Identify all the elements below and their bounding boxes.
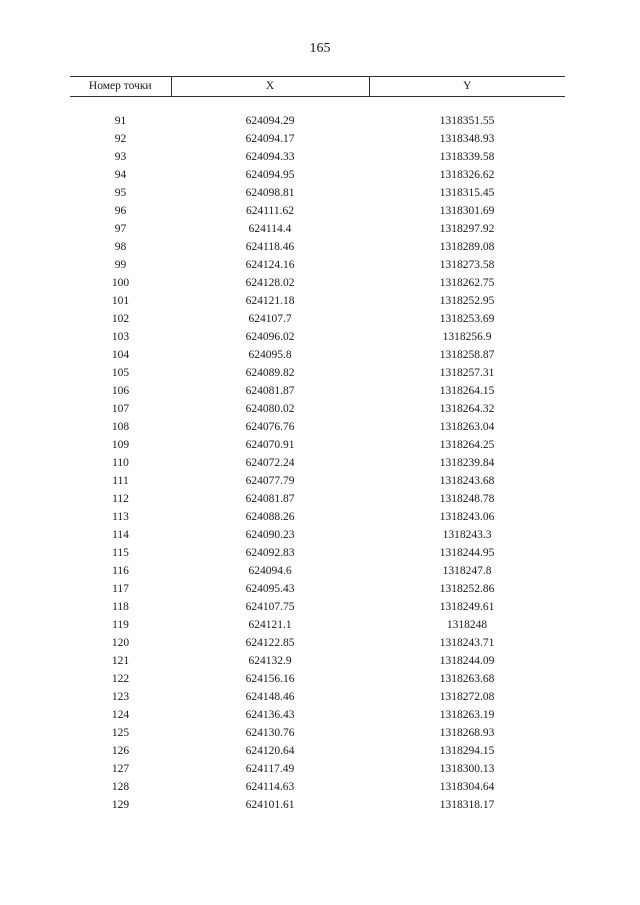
x-coordinate-cell: 624090.23	[245, 529, 295, 541]
table-row	[70, 472, 565, 490]
table-row	[70, 706, 565, 724]
table-row	[70, 580, 565, 598]
y-coordinate-cell: 1318273.58	[439, 259, 495, 271]
x-coordinate-cell: 624114.4	[248, 223, 292, 235]
table-row	[70, 724, 565, 742]
x-coordinate-cell: 624120.64	[245, 745, 295, 757]
table-row	[70, 760, 565, 778]
x-coordinate-cell: 624121.18	[245, 295, 295, 307]
point-number-cell: 125	[111, 727, 130, 739]
point-number-cell: 103	[111, 331, 130, 343]
y-coordinate-cell: 1318247.8	[442, 565, 492, 577]
y-coordinate-cell: 1318243.68	[439, 475, 495, 487]
x-coordinate-cell: 624094.29	[245, 115, 295, 127]
table-row	[70, 544, 565, 562]
point-number-cell: 107	[111, 403, 130, 415]
y-coordinate-cell: 1318268.93	[439, 727, 495, 739]
point-number-cell: 128	[111, 781, 130, 793]
point-number-cell: 124	[111, 709, 130, 721]
y-coordinate-cell: 1318249.61	[439, 601, 495, 613]
x-coordinate-cell: 624081.87	[245, 493, 295, 505]
x-coordinate-cell: 624089.82	[245, 367, 295, 379]
x-coordinate-cell: 624124.16	[245, 259, 295, 271]
y-coordinate-cell: 1318301.69	[439, 205, 495, 217]
x-coordinate-cell: 624121.1	[248, 619, 292, 631]
y-coordinate-cell: 1318262.75	[439, 277, 495, 289]
y-coordinate-cell: 1318348.93	[439, 133, 495, 145]
x-coordinate-cell: 624114.63	[245, 781, 295, 793]
y-coordinate-cell: 1318253.69	[439, 313, 495, 325]
point-number-cell: 94	[114, 169, 127, 181]
table-row	[70, 562, 565, 580]
header-point-number: Номер точки	[70, 77, 171, 97]
point-number-cell: 121	[111, 655, 130, 667]
table-row	[70, 400, 565, 418]
x-coordinate-cell: 624096.02	[245, 331, 295, 343]
x-coordinate-cell: 624092.83	[245, 547, 295, 559]
table-row	[70, 382, 565, 400]
point-number-cell: 95	[114, 187, 127, 199]
header-x: X	[171, 77, 369, 97]
y-coordinate-cell: 1318272.08	[439, 691, 495, 703]
table-row	[70, 796, 565, 814]
point-number-cell: 105	[111, 367, 130, 379]
table-row	[70, 220, 565, 238]
point-number-cell: 99	[114, 259, 127, 271]
x-coordinate-cell: 624148.46	[245, 691, 295, 703]
table-row	[70, 364, 565, 382]
x-coordinate-cell: 624077.79	[245, 475, 295, 487]
y-coordinate-cell: 1318244.09	[439, 655, 495, 667]
point-number-cell: 120	[111, 637, 130, 649]
table-row	[70, 418, 565, 436]
table-row	[70, 112, 565, 130]
point-number-cell: 96	[114, 205, 127, 217]
x-coordinate-cell: 624094.17	[245, 133, 295, 145]
x-coordinate-cell: 624128.02	[245, 277, 295, 289]
y-coordinate-cell: 1318294.15	[439, 745, 495, 757]
point-number-cell: 126	[111, 745, 130, 757]
y-coordinate-cell: 1318264.25	[439, 439, 495, 451]
point-number-cell: 116	[112, 565, 129, 577]
table-row	[70, 310, 565, 328]
table-row	[70, 274, 565, 292]
table-row	[70, 256, 565, 274]
y-coordinate-cell: 1318248.78	[439, 493, 495, 505]
point-number-cell: 91	[114, 115, 127, 127]
point-number-cell: 109	[111, 439, 130, 451]
table-row	[70, 508, 565, 526]
y-coordinate-cell: 1318264.32	[439, 403, 495, 415]
point-number-cell: 92	[114, 133, 127, 145]
point-number-cell: 114	[112, 529, 129, 541]
table-row	[70, 616, 565, 634]
x-coordinate-cell: 624070.91	[245, 439, 295, 451]
y-coordinate-cell: 1318252.86	[439, 583, 495, 595]
y-coordinate-cell: 1318257.31	[439, 367, 495, 379]
point-number-cell: 122	[111, 673, 130, 685]
table-row	[70, 742, 565, 760]
x-coordinate-cell: 624130.76	[245, 727, 295, 739]
y-coordinate-cell: 1318264.15	[439, 385, 495, 397]
x-coordinate-cell: 624111.62	[245, 205, 295, 217]
x-coordinate-cell: 624072.24	[245, 457, 295, 469]
y-coordinate-cell: 1318351.55	[439, 115, 495, 127]
header-y: Y	[369, 77, 565, 97]
table-body	[70, 97, 565, 815]
table-row	[70, 328, 565, 346]
table-row	[70, 454, 565, 472]
point-number-cell: 117	[112, 583, 129, 595]
point-number-cell: 104	[111, 349, 130, 361]
table-row	[70, 778, 565, 796]
y-coordinate-cell: 1318297.92	[439, 223, 495, 235]
y-coordinate-cell: 1318243.06	[439, 511, 495, 523]
coordinates-table	[70, 76, 565, 814]
point-number-cell: 101	[111, 295, 130, 307]
point-number-cell: 93	[114, 151, 127, 163]
header-row	[70, 77, 565, 97]
y-coordinate-cell: 1318252.95	[439, 295, 495, 307]
x-coordinate-cell: 624081.87	[245, 385, 295, 397]
x-coordinate-cell: 624107.7	[248, 313, 292, 325]
x-coordinate-cell: 624088.26	[245, 511, 295, 523]
x-coordinate-cell: 624094.33	[245, 151, 295, 163]
x-coordinate-cell: 624107.75	[245, 601, 295, 613]
y-coordinate-cell: 1318263.19	[439, 709, 495, 721]
x-coordinate-cell: 624076.76	[245, 421, 295, 433]
point-number-cell: 115	[112, 547, 129, 559]
x-coordinate-cell: 624095.8	[248, 349, 292, 361]
x-coordinate-cell: 624132.9	[248, 655, 292, 667]
x-coordinate-cell: 624080.02	[245, 403, 295, 415]
x-coordinate-cell: 624156.16	[245, 673, 295, 685]
table-row	[70, 436, 565, 454]
y-coordinate-cell: 1318256.9	[442, 331, 492, 343]
x-coordinate-cell: 624098.81	[245, 187, 295, 199]
x-coordinate-cell: 624118.46	[245, 241, 295, 253]
x-coordinate-cell: 624095.43	[245, 583, 295, 595]
y-coordinate-cell: 1318239.84	[439, 457, 495, 469]
y-coordinate-cell: 1318258.87	[439, 349, 495, 361]
x-coordinate-cell: 624117.49	[245, 763, 295, 775]
table-row	[70, 652, 565, 670]
x-coordinate-cell: 624094.6	[248, 565, 292, 577]
point-number-cell: 129	[111, 799, 130, 811]
table-row	[70, 634, 565, 652]
y-coordinate-cell: 1318304.64	[439, 781, 495, 793]
table-row	[70, 202, 565, 220]
y-coordinate-cell: 1318289.08	[439, 241, 495, 253]
table-row	[70, 148, 565, 166]
table-row	[70, 526, 565, 544]
point-number-cell: 111	[112, 475, 129, 487]
table-row	[70, 598, 565, 616]
point-number-cell: 123	[111, 691, 130, 703]
x-coordinate-cell: 624094.95	[245, 169, 295, 181]
page-number: 165	[309, 41, 331, 56]
y-coordinate-cell: 1318244.95	[439, 547, 495, 559]
point-number-cell: 98	[114, 241, 127, 253]
y-coordinate-cell: 1318243.3	[442, 529, 492, 541]
table-row	[70, 238, 565, 256]
point-number-cell: 97	[114, 223, 127, 235]
point-number-cell: 113	[112, 511, 129, 523]
point-number-cell: 106	[111, 385, 130, 397]
header-spacer	[70, 97, 565, 113]
table-header	[70, 77, 565, 97]
point-number-cell: 127	[111, 763, 130, 775]
table-row	[70, 130, 565, 148]
y-coordinate-cell: 1318243.71	[439, 637, 495, 649]
x-coordinate-cell: 624122.85	[245, 637, 295, 649]
table-row	[70, 292, 565, 310]
table-row	[70, 688, 565, 706]
table-row	[70, 184, 565, 202]
point-number-cell: 108	[111, 421, 130, 433]
point-number-cell: 100	[111, 277, 130, 289]
y-coordinate-cell: 1318263.68	[439, 673, 495, 685]
point-number-cell: 119	[112, 619, 129, 631]
y-coordinate-cell: 1318326.62	[439, 169, 495, 181]
x-coordinate-cell: 624136.43	[245, 709, 295, 721]
table-row	[70, 670, 565, 688]
point-number-cell: 118	[112, 601, 129, 613]
y-coordinate-cell: 1318300.13	[439, 763, 495, 775]
y-coordinate-cell: 1318315.45	[439, 187, 495, 199]
table-row	[70, 166, 565, 184]
y-coordinate-cell: 1318318.17	[439, 799, 495, 811]
point-number-cell: 112	[112, 493, 129, 505]
y-coordinate-cell: 1318263.04	[439, 421, 495, 433]
y-coordinate-cell: 1318339.58	[439, 151, 495, 163]
table-row	[70, 346, 565, 364]
y-coordinate-cell: 1318248	[446, 619, 488, 631]
table-row	[70, 490, 565, 508]
x-coordinate-cell: 624101.61	[245, 799, 295, 811]
point-number-cell: 102	[111, 313, 130, 325]
point-number-cell: 110	[112, 457, 129, 469]
